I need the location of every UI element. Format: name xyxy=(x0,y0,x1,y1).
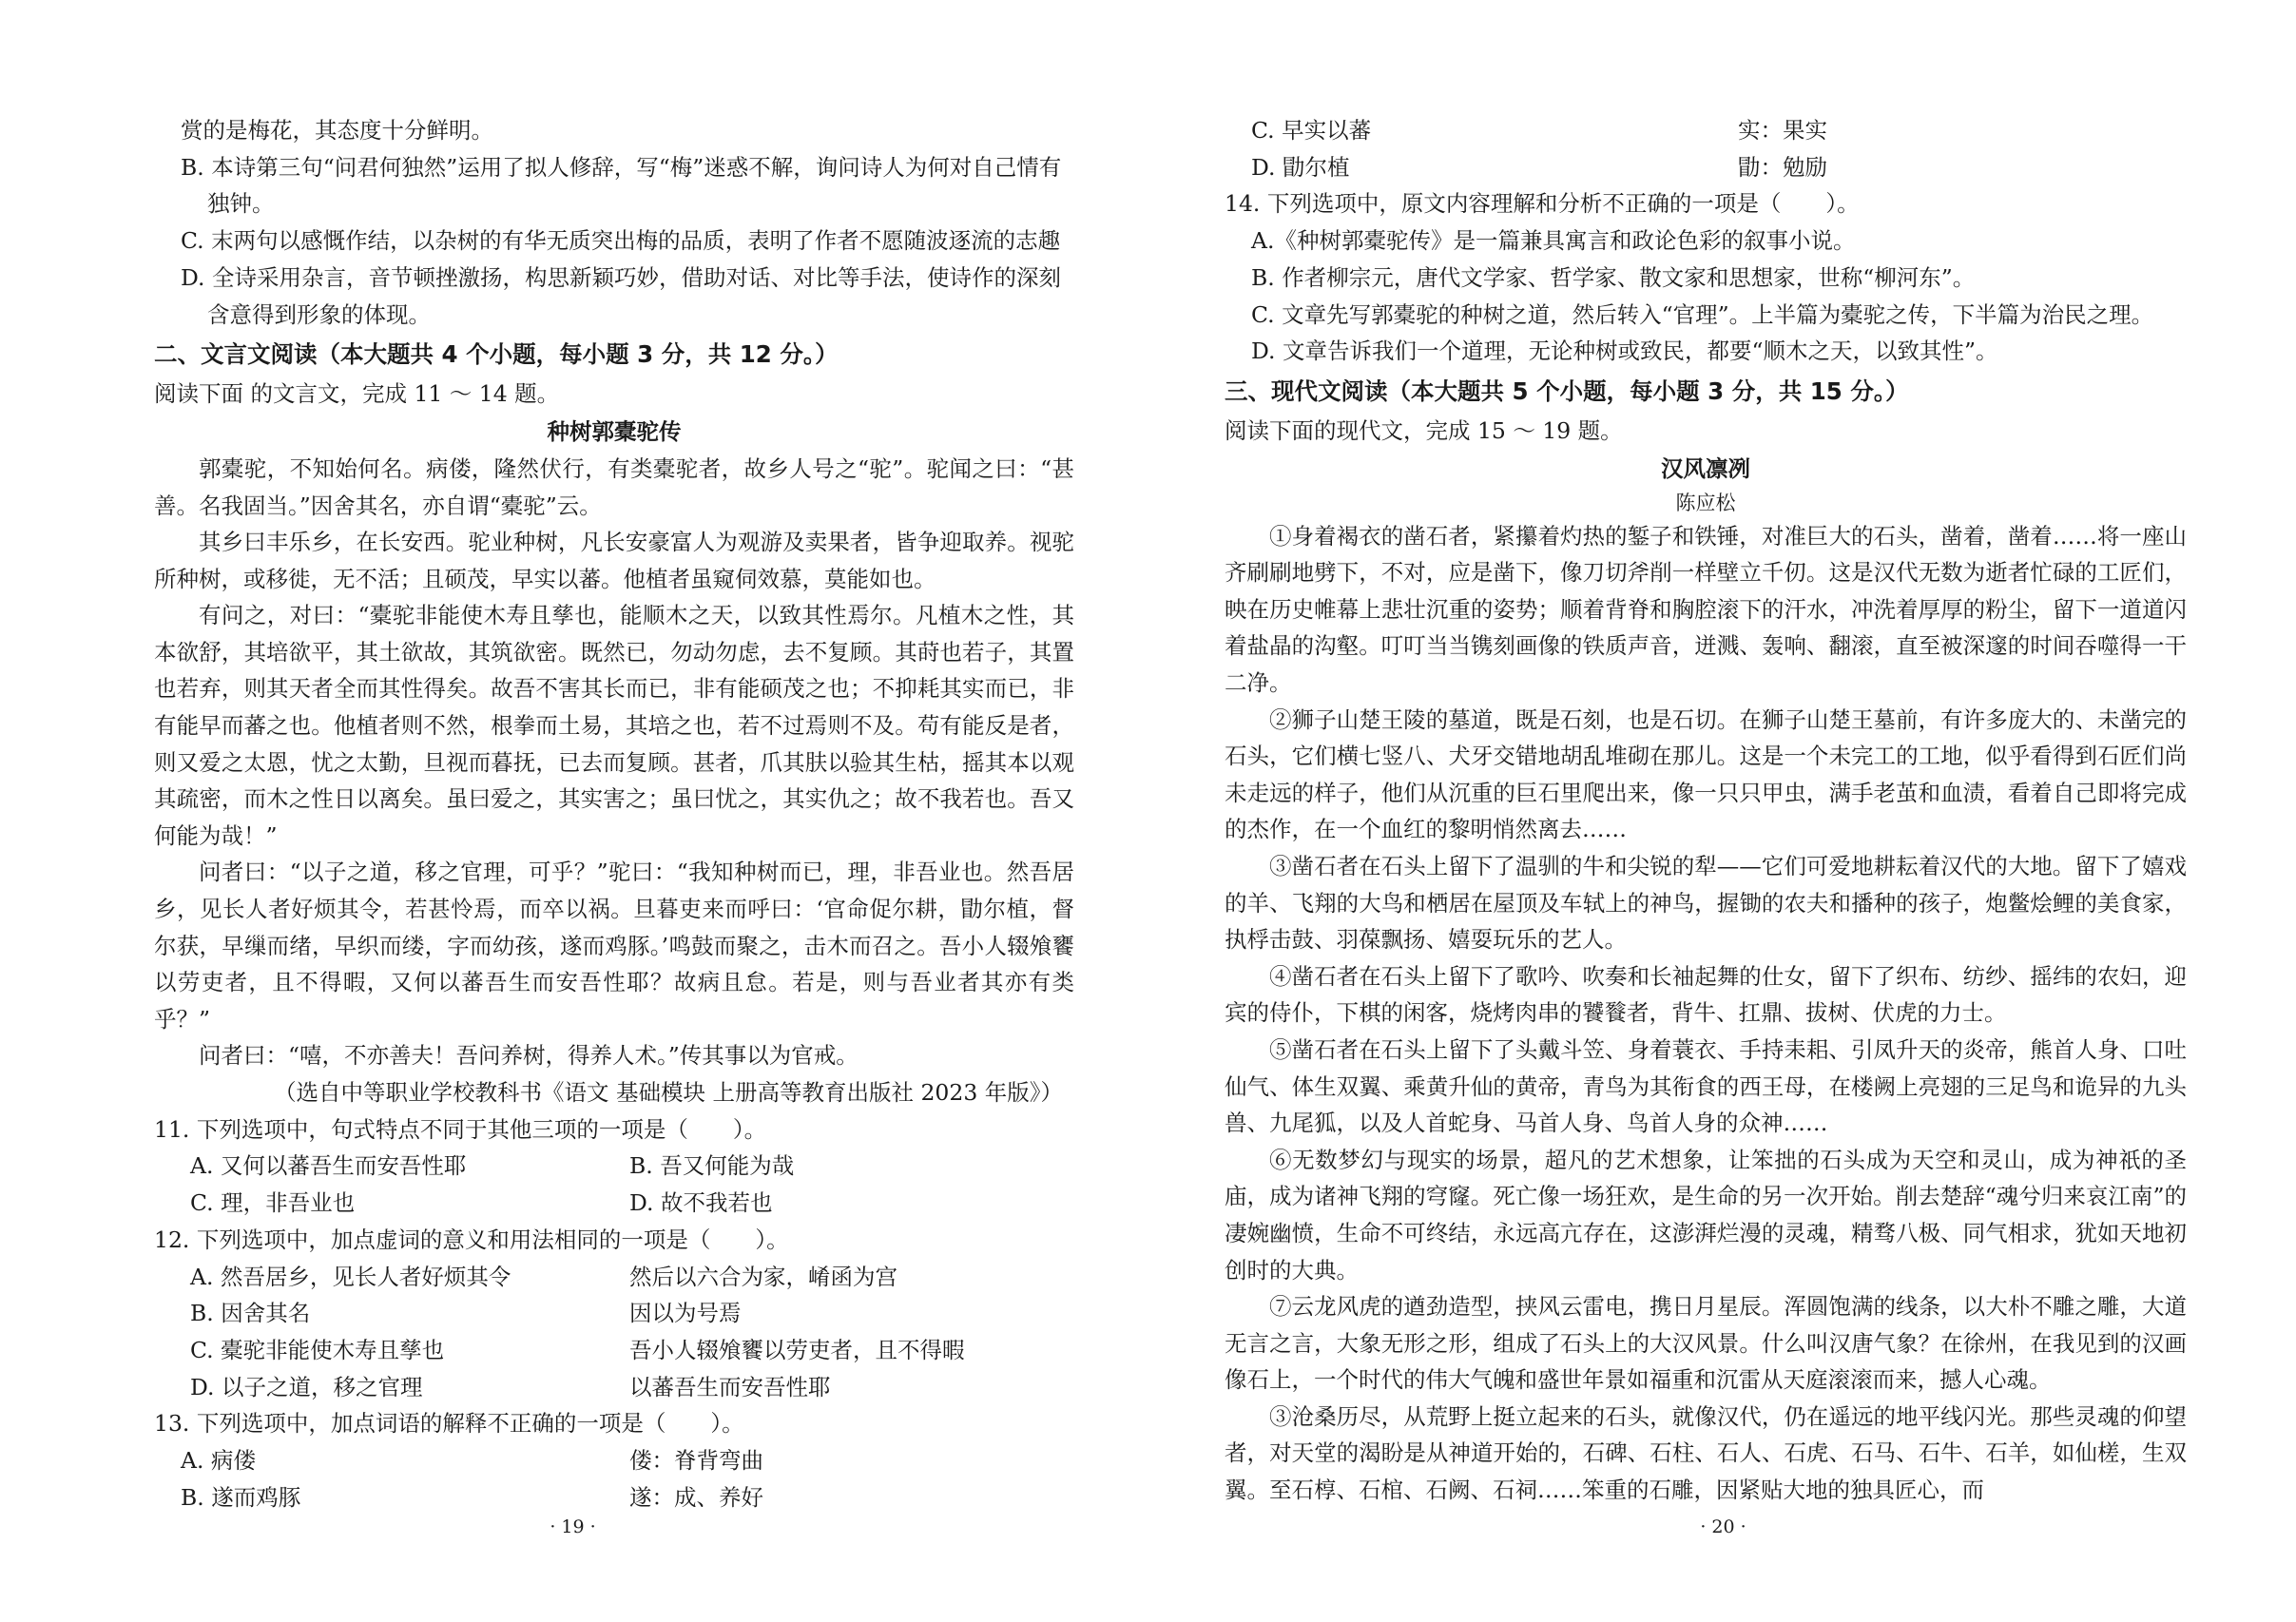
q14-stem: 14. 下列选项中，原文内容理解和分析不正确的一项是（ ）。 xyxy=(1225,190,1860,218)
q12-option-d-left: D. 以子之道，移之官理 xyxy=(190,1373,423,1400)
q11-option-a: A. 又何以蕃吾生而安吾性耶 xyxy=(190,1152,467,1180)
right-column xyxy=(1225,112,2187,1509)
left-column xyxy=(154,112,1074,1516)
page-number: · 20 · xyxy=(1700,1516,1746,1537)
section-2-instruction: 阅读下面 的文言文，完成 11 ～ 14 题。 xyxy=(154,380,560,408)
q13-row xyxy=(1225,112,2187,149)
article-paragraph: 有问之，对曰：“橐驼非能使木寿且孳也，能顺木之天，以致其性焉尔。凡植木之性，其本欲舒，其培欲平，其土欲故，其筑欲密。既然已，勿动勿虑，去不复顾。其莳也若子，其置也若弃，则其天者全而其性得矣。故吾不害其长而已，非有能硕茂之也；不抑耗其实而已，非有能早而蕃之也。他植者则不然，根拳而土易，其培之也，若不过焉则不及。苟有能反是者，则又爱之太恩，忧之太勤，旦视而暮抚，已去而复顾。甚者，爪其肤以验其生枯，摇其本以观其疏密，而木之性日以离矣。虽曰爱之，其实害之；虽曰忧之，其实仇之；故不我若也。吾又何能为哉！” xyxy=(154,602,1074,849)
q14-option-d: D. 文章告诉我们一个道理，无论种树或致民，都要“顺木之天，以致其性”。 xyxy=(1251,338,1998,365)
q12-option-d-right: 以蕃吾生而安吾性耶 xyxy=(629,1373,831,1400)
page-number: · 19 · xyxy=(550,1516,596,1537)
q14-option-b: B. 作者柳宗元，唐代文学家、哲学家、散文家和思想家，世称“柳河东”。 xyxy=(1251,263,1976,291)
article-paragraph: ②狮子山楚王陵的墓道，既是石刻，也是石切。在狮子山楚王墓前，有许多庞大的、未凿完的石头，它们横七竖八、犬牙交错地胡乱堆砌在那儿。这是一个未完工的工地，似乎看得到石匠们尚未走远的样子，他们从沉重的巨石里爬出来，像一只只甲虫，满手老茧和血渍，看着自己即将完成的杰作，在一个血红的黎明悄然离去…… xyxy=(1225,705,2187,843)
q12-option-a-left: A. 然吾居乡，见长人者好烦其令 xyxy=(190,1263,511,1290)
q13-option-a-word: A. 病偻 xyxy=(181,1447,256,1475)
article-paragraph: 问者曰：“以子之道，移之官理，可乎？”驼曰：“我知种树而已，理，非吾业也。然吾居乡，见长人者好烦其令，若甚怜焉，而卒以祸。旦暮吏来而呼曰：‘官命促尔耕，勖尔植，督尔获，早缫而绪，早织而缕，字而幼孩，遂而鸡豚。’鸣鼓而聚之，击木而召之。吾小人辍飧饔以劳吏者，且不得暇，又何以蕃吾生而安吾性耶？故病且怠。若是，则与吾业者其亦有类乎？” xyxy=(154,859,1074,1033)
article-title: 种树郭橐驼传 xyxy=(547,417,682,445)
q12-option-c-left: C. 橐驼非能使木寿且孳也 xyxy=(190,1336,445,1363)
article-paragraph: ⑤凿石者在石头上留下了头戴斗笠、身着蓑衣、手持耒耜、引凤升天的炎帝，熊首人身、口吐仙气、体生双翼、乘黄升仙的黄帝，青鸟为其衔食的西王母，在楼阙上亮翅的三足鸟和诡异的九头兽、九尾狐，以及人首蛇身、马首人身、鸟首人身的众神…… xyxy=(1225,1035,2187,1137)
q13-option-a-meaning: 偻：脊背弯曲 xyxy=(629,1447,763,1475)
q12-row xyxy=(154,1295,1074,1332)
section-3-title: 三、现代文阅读（本大题共 5 个小题，每小题 3 分，共 15 分。） xyxy=(1225,377,1909,405)
q13-stem: 13. 下列选项中，加点词语的解释不正确的一项是（ ）。 xyxy=(154,1410,744,1438)
q13-option-d-word: D. 勖尔植 xyxy=(1251,153,1350,181)
q13-option-d-meaning: 勖：勉励 xyxy=(1738,153,1827,181)
q12-row xyxy=(154,1259,1074,1296)
q13-option-b-word: B. 遂而鸡豚 xyxy=(181,1483,301,1511)
q13-option-b-meaning: 遂：成、养好 xyxy=(629,1483,763,1511)
page-19 xyxy=(0,0,1146,1622)
classical-article xyxy=(154,451,1074,1074)
q14-option-c: C. 文章先写郭橐驼的种树之道，然后转入“官理”。上半篇为橐驼之传，下半篇为治民之理。 xyxy=(1251,300,2154,328)
q10-option-c: C. 末两句以感慨作结，以杂树的有华无质突出梅的品质，表明了作者不愿随波逐流的志趣 xyxy=(181,227,1061,255)
article-source: （选自中等职业学校教科书《语文 基础模块 上册高等教育出版社 2023 年版》） xyxy=(274,1079,1063,1107)
q12-row xyxy=(154,1369,1074,1406)
article-paragraph: ④凿石者在石头上留下了歌吟、吹奏和长袖起舞的仕女，留下了织布、纺纱、摇纬的农妇，迎宾的侍仆，下棋的闲客，烧烤肉串的饕餮者，背牛、扛鼎、拔树、伏虎的力士。 xyxy=(1225,962,2187,1027)
question-13 xyxy=(154,1405,1074,1516)
article-paragraph: 问者曰：“嘻，不亦善夫！吾问养树，得养人术。”传其事以为官戒。 xyxy=(199,1042,859,1070)
section-2-title: 二、文言文阅读（本大题共 4 个小题，每小题 3 分，共 12 分。） xyxy=(154,340,839,369)
article-paragraph: ⑥无数梦幻与现实的场景，超凡的艺术想象，让笨拙的石头成为天空和灵山，成为神祇的圣庙，成为诸神飞翔的穹窿。死亡像一场狂欢，是生命的另一次开始。削去楚辞“魂兮归来哀江南”的凄婉幽愤，生命不可终结，永远高亢存在，这澎湃烂漫的灵魂，精骛八极、同气相求，犹如天地初创时的大典。 xyxy=(1225,1146,2187,1284)
q13-option-c-word: C. 早实以蕃 xyxy=(1251,117,1372,144)
article-author: 陈应松 xyxy=(1675,491,1736,514)
q13-row xyxy=(154,1479,1074,1516)
article-paragraph: ③沧桑历尽，从荒野上挺立起来的石头，就像汉代，仍在遥远的地平线闪光。那些灵魂的仰望者，对天堂的渴盼是从神道开始的，石碑、石柱、石人、石虎、石马、石牛、石羊，如仙槎，生双翼。至石椁、石棺、石阙、石祠……笨重的石雕，因紧贴大地的独具匠心，而 xyxy=(1225,1402,2187,1504)
q12-option-b-right: 因以为号焉 xyxy=(629,1300,742,1327)
q12-option-a-right: 然后以六合为家，崤函为宫 xyxy=(629,1263,897,1290)
article-paragraph: 其乡曰丰乐乡，在长安西。驼业种树，凡长安豪富人为观游及卖果者，皆争迎取养。视驼所种树，或移徙，无不活；且硕茂，早实以蕃。他植者虽窥伺效慕，莫能如也。 xyxy=(154,529,1074,592)
q11-row xyxy=(154,1148,1074,1185)
question-12 xyxy=(154,1222,1074,1406)
q12-row xyxy=(154,1332,1074,1369)
q10-options-continued xyxy=(154,112,1074,333)
q11-option-b: B. 吾又何能为哉 xyxy=(629,1152,795,1180)
page-20 xyxy=(1150,0,2296,1622)
q13-option-c-meaning: 实：果实 xyxy=(1738,117,1827,144)
article-paragraph: ③凿石者在石头上留下了温驯的牛和尖锐的犁——它们可爱地耕耘着汉代的大地。留下了嬉戏的羊、飞翔的大鸟和栖居在屋顶及车轼上的神鸟，握锄的农夫和播种的孩子，炮鳖烩鲤的美食家，执桴击鼓、羽葆飘扬、嬉耍玩乐的艺人。 xyxy=(1225,852,2187,954)
article-paragraph: ①身着褐衣的凿石者，紧攥着灼热的錾子和铁锤，对准巨大的石头，凿着，凿着……将一座山齐刷刷地劈下，不对，应是凿下，像刀切斧削一样壁立千仞。这是汉代无数为逝者忙碌的工匠们，映在历史帷幕上悲壮沉重的姿势；顺着背脊和胸腔滚下的汗水，冲洗着厚厚的粉尘，留下一道道闪着盐晶的沟壑。叮叮当当镌刻画像的铁质声音，迸溅、轰响、翻滚，直至被深邃的时间吞噬得一干二净。 xyxy=(1225,522,2187,696)
article-title: 汉风凛冽 xyxy=(1661,454,1750,482)
q11-option-c: C. 理，非吾业也 xyxy=(190,1189,356,1217)
q10-option-d: D. 全诗采用杂言，音节顿挫激扬，构思新颖巧妙，借助对话、对比等手法，使诗作的深刻含意得到形象的体现。 xyxy=(181,263,1061,328)
article-paragraph: 郭橐驼，不知始何名。病偻，隆然伏行，有类橐驼者，故乡人号之“驼”。驼闻之曰：“甚善。名我固当。”因舍其名，亦自谓“橐驼”云。 xyxy=(154,454,1074,519)
q12-stem: 12. 下列选项中，加点虚词的意义和用法相同的一项是（ ）。 xyxy=(154,1226,789,1253)
question-11 xyxy=(154,1111,1074,1222)
q13-row xyxy=(1225,149,2187,186)
q14-option-a: A.《种树郭橐驼传》是一篇兼具寓言和政论色彩的叙事小说。 xyxy=(1251,227,1856,255)
section-3-instruction: 阅读下面的现代文，完成 15 ～ 19 题。 xyxy=(1225,416,1623,444)
modern-article xyxy=(1225,518,2187,1509)
q10-line: 赏的是梅花，其态度十分鲜明。 xyxy=(181,117,493,144)
q11-stem: 11. 下列选项中，句式特点不同于其他三项的一项是（ ）。 xyxy=(154,1115,767,1143)
q12-option-b-left: B. 因舍其名 xyxy=(190,1300,311,1327)
q11-row xyxy=(154,1185,1074,1222)
q11-option-d: D. 故不我若也 xyxy=(629,1189,773,1217)
article-paragraph: ⑦云龙风虎的遒劲造型，挟风云雷电，携日月星辰。浑圆饱满的线条，以大朴不雕之雕，大道无言之言，大象无形之形，组成了石头上的大汉风景。什么叫汉唐气象？在徐州，在我见到的汉画像石上，一个时代的伟大气魄和盛世年景如福重和沉雷从天庭滚滚而来，撼人心魂。 xyxy=(1225,1293,2187,1394)
question-14 xyxy=(1225,185,2187,370)
question-13-continued xyxy=(1225,112,2187,185)
q10-option-b: B. 本诗第三句“问君何独然”运用了拟人修辞，写“梅”迷惑不解，询问诗人为何对自己情有独钟。 xyxy=(181,153,1062,218)
q13-row xyxy=(154,1442,1074,1479)
q12-option-c-right: 吾小人辍飧饔以劳吏者，且不得暇 xyxy=(629,1336,965,1363)
